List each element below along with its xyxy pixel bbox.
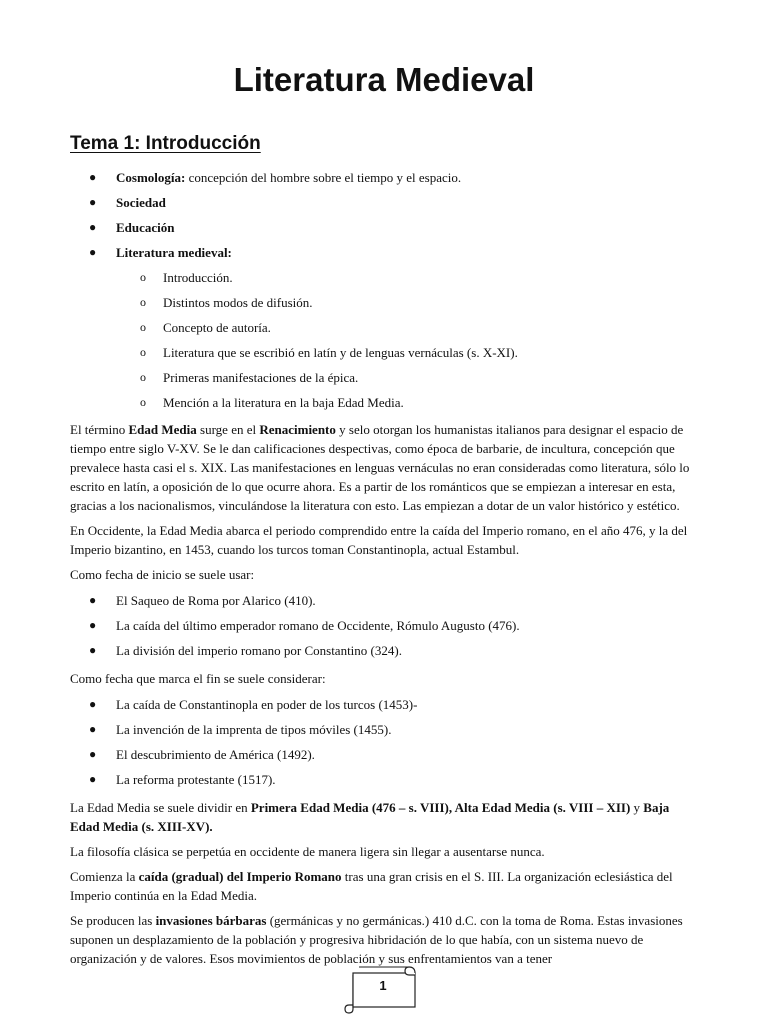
list-item [70,167,702,192]
document-body [70,167,702,974]
circle-bullet-icon: o [140,345,146,359]
list-item [70,292,702,317]
text-run: (germánicas y no germánicas.) 410 d.C. con la toma de Roma. Estas invasiones suponen un desplazamiento de la población y progresiva hibridación de lo que había, con un sistema nuevo de organización y de valores. Esos movimientos de población y sus enfrentamientos van a tener [70,913,683,966]
subtopic-text: Literatura que se escribió en latín y de lenguas vernáculas (s. X-XI). [163,345,518,360]
list-item [70,744,702,769]
list-item [70,694,702,719]
subtopic-text: Primeras manifestaciones de la épica. [163,370,359,385]
list-item [70,640,702,665]
section-heading: Tema 1: Introducción [70,133,261,154]
start-date-intro: Como fecha de inicio se suele usar: [70,567,255,582]
list-item [70,590,702,615]
list-item [70,367,702,392]
subtopic-text: Distintos modos de difusión. [163,295,313,310]
list-item-text: La invención de la imprenta de tipos móviles (1455). [116,722,392,737]
page-number: 1 [379,978,387,993]
bullet-icon: ● [89,245,97,259]
bullet-icon: ● [89,643,97,657]
page-title: Literatura Medieval [233,61,535,98]
bullet-icon: ● [89,195,97,209]
end-date-intro: Como fecha que marca el fin se suele considerar: [70,671,326,686]
list-item [70,392,702,417]
list-item-text: El Saqueo de Roma por Alarico (410). [116,593,316,608]
bullet-icon: ● [89,593,97,607]
bullet-icon: ● [89,772,97,786]
subtopic-text: Mención a la literatura en la baja Edad Media. [163,395,404,410]
topic-label: Cosmología: [116,170,186,185]
circle-bullet-icon: o [140,295,146,309]
topic-list [70,167,702,267]
paragraph-filosofia: La filosofía clásica se perpetúa en occidente de manera ligera sin llegar a ausentarse nunca. [70,844,545,859]
bold-term: invasiones bárbaras [155,913,267,928]
list-item-text: La división del imperio romano por Constantino (324). [116,643,402,658]
list-item-text: La caída del último emperador romano de Occidente, Rómulo Augusto (476). [116,618,520,633]
subtopic-text: Introducción. [163,270,233,285]
list-item-text: La caída de Constantinopla en poder de los turcos (1453)- [116,697,418,712]
bold-term: Edad Media [128,422,197,437]
bold-term: Primera Edad Media (476 – s. VIII), Alta Edad Media (s. VIII – XII) [250,800,631,815]
list-item [70,217,702,242]
circle-bullet-icon: o [140,370,146,384]
bold-term: caída (gradual) del Imperio Romano [138,869,342,884]
paragraph-invasiones [70,911,702,968]
paragraph-periods [70,798,702,836]
bullet-icon: ● [89,722,97,736]
list-item [70,769,702,794]
list-item [70,242,702,267]
bullet-icon: ● [89,170,97,184]
list-item [70,719,702,744]
subtopic-text: Concepto de autoría. [163,320,271,335]
end-date-list [70,694,702,794]
bold-term: Baja Edad Media (s. XIII-XV). [70,800,670,834]
list-item [70,342,702,367]
list-item [70,192,702,217]
text-run: Se producen las [70,913,156,928]
list-item [70,615,702,640]
topic-text: concepción del hombre sobre el tiempo y el espacio. [185,170,462,185]
bullet-icon: ● [89,618,97,632]
text-run: tras una gran crisis en el S. III. La organización eclesiástica del Imperio continúa en la Edad Media. [70,869,673,903]
bullet-icon: ● [89,697,97,711]
text-run: y selo otorgan los humanistas italianos para designar el espacio de tiempo entre siglo V-XV. Se le dan calificaciones despectivas, como época de barbarie, de incultura, concepción que prevalece hasta casi el s. XIX. Las manifestaciones en lenguas vernáculas no eran consideradas como literatura, sólo lo escrito en latín, a oposición de lo que ocurre ahora. Es a partir de los románticos que se empiezan a interesar en esta, gracias a los nacionalismos, vinculándose la literatura con esto. Las empiezan a dotar de un valor histórico y estético. [70,422,690,513]
paragraph-caida-imperio [70,867,702,905]
list-item [70,317,702,342]
circle-bullet-icon: o [140,270,146,284]
start-date-list [70,590,702,665]
text-run: Comienza la [70,869,139,884]
bullet-icon: ● [89,220,97,234]
text-run: El término [70,422,129,437]
subtopic-list [70,267,702,417]
list-item [70,267,702,292]
circle-bullet-icon: o [140,395,146,409]
circle-bullet-icon: o [140,320,146,334]
text-run: y [630,800,644,815]
list-item-text: La reforma protestante (1517). [116,772,276,787]
list-item-text: El descubrimiento de América (1492). [116,747,315,762]
text-run: surge en el [196,422,260,437]
paragraph-occidente: En Occidente, la Edad Media abarca el periodo comprendido entre la caída del Imperio romano, en el año 476, y la del Imperio bizantino, en 1453, cuando los turcos toman Constantinopla, actual Estambul. [70,523,688,557]
bold-term: Renacimiento [259,422,336,437]
paragraph-edad-media-term [70,420,702,515]
topic-label: Sociedad [116,195,166,210]
bullet-icon: ● [89,747,97,761]
text-run: La Edad Media se suele dividir en [70,800,251,815]
topic-label: Educación [116,220,175,235]
topic-label: Literatura medieval: [116,245,232,260]
